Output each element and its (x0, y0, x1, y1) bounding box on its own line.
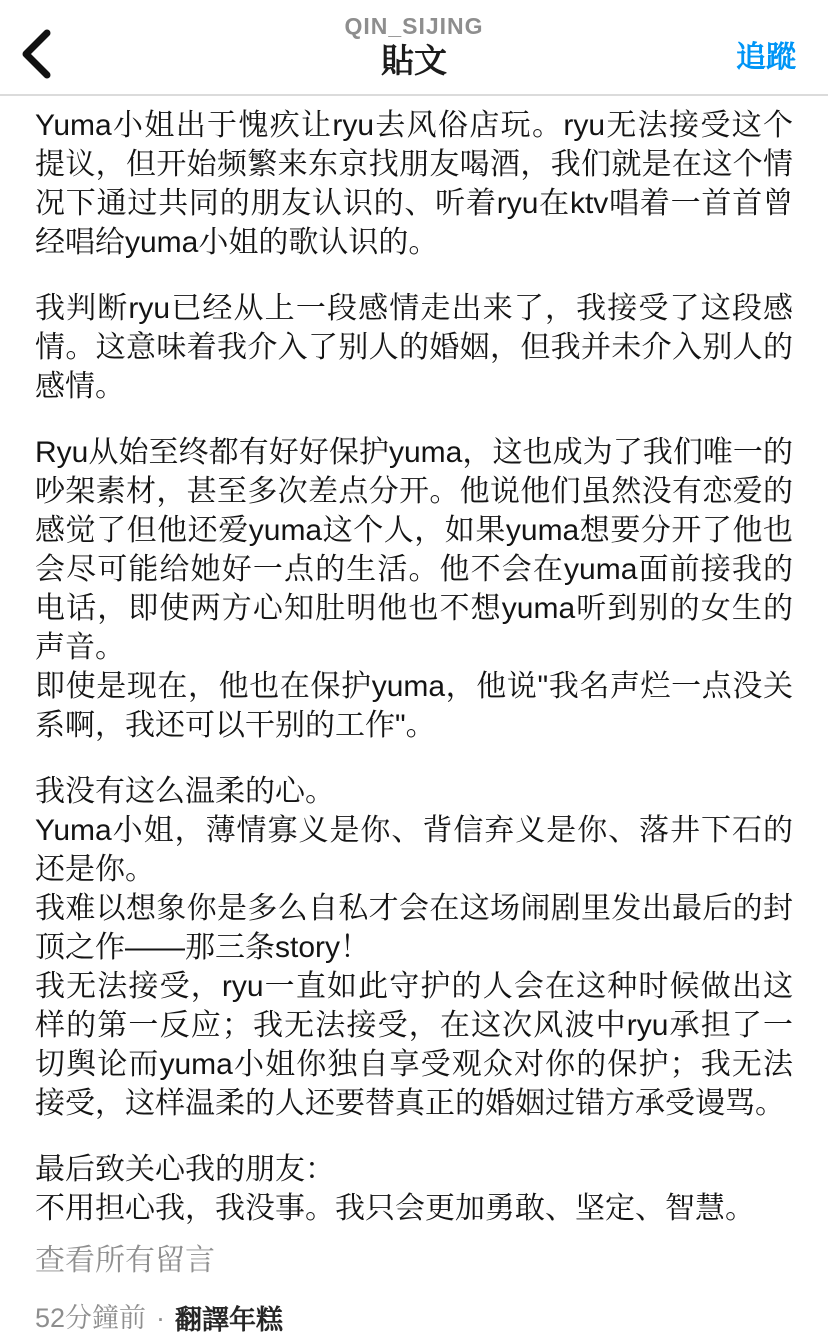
caption-paragraph: Ryu从始至终都有好好保护yuma，这也成为了我们唯一的吵架素材，甚至多次差点分开。他说他们虽然没有恋爱的感觉了但他还爱yuma这个人，如果yuma想要分开了他也会尽可能给她好一点的生活。他不会在yuma面前接我的电话，即使两方心知肚明他也不想yuma听到别的女生的声音。 (35, 436, 793, 664)
view-all-comments-link[interactable]: 查看所有留言 (35, 1244, 215, 1277)
header-title-block (344, 12, 483, 82)
caption-paragraph: 我难以想象你是多么自私才会在这场闹剧里发出最后的封顶之作——那三条story！ (35, 892, 793, 964)
post-header (0, 0, 828, 96)
post-author-username: QIN_SIJING (344, 13, 484, 39)
page-title: 貼文 (380, 42, 447, 79)
follow-button[interactable]: 追蹤 (736, 38, 796, 78)
back-button[interactable] (6, 20, 66, 88)
caption-paragraph: 我没有这么温柔的心。 (35, 775, 335, 808)
caption-paragraph: 最后致关心我的朋友： (35, 1153, 335, 1186)
post-meta-row (0, 1298, 828, 1337)
meta-separator-dot: · (156, 1302, 166, 1333)
caption-paragraph: 即使是现在，他也在保护yuma，他说"我名声烂一点没关系啊，我还可以干别的工作"。 (35, 670, 793, 742)
caption (0, 106, 828, 1228)
caption-paragraph: Yuma小姐出于愧疚让ryu去风俗店玩。ryu无法接受这个提议，但开始频繁来东京找朋友喝酒，我们就是在这个情况下通过共同的朋友认识的、听着ryu在ktv唱着一首首曾经唱给yuma小姐的歌认识的。 (35, 109, 793, 259)
see-translation-button[interactable]: 翻譯年糕 (175, 1298, 283, 1337)
caption-paragraph: 不用担心我，我没事。我只会更加勇敢、坚定、智慧。 (35, 1192, 755, 1225)
chevron-left-icon (19, 28, 53, 80)
post-timestamp: 52分鐘前 (35, 1302, 147, 1333)
caption-paragraph: 我判断ryu已经从上一段感情走出来了，我接受了这段感情。这意味着我介入了别人的婚姻，但我并未介入别人的感情。 (35, 292, 793, 403)
caption-paragraph: Yuma小姐，薄情寡义是你、背信弃义是你、落井下石的还是你。 (35, 814, 793, 886)
caption-paragraph: 我无法接受，ryu一直如此守护的人会在这种时候做出这样的第一反应；我无法接受，在这次风波中ryu承担了一切舆论而yuma小姐你独自享受观众对你的保护；我无法接受，这样温柔的人还要替真正的婚姻过错方承受谩骂。 (35, 970, 793, 1120)
